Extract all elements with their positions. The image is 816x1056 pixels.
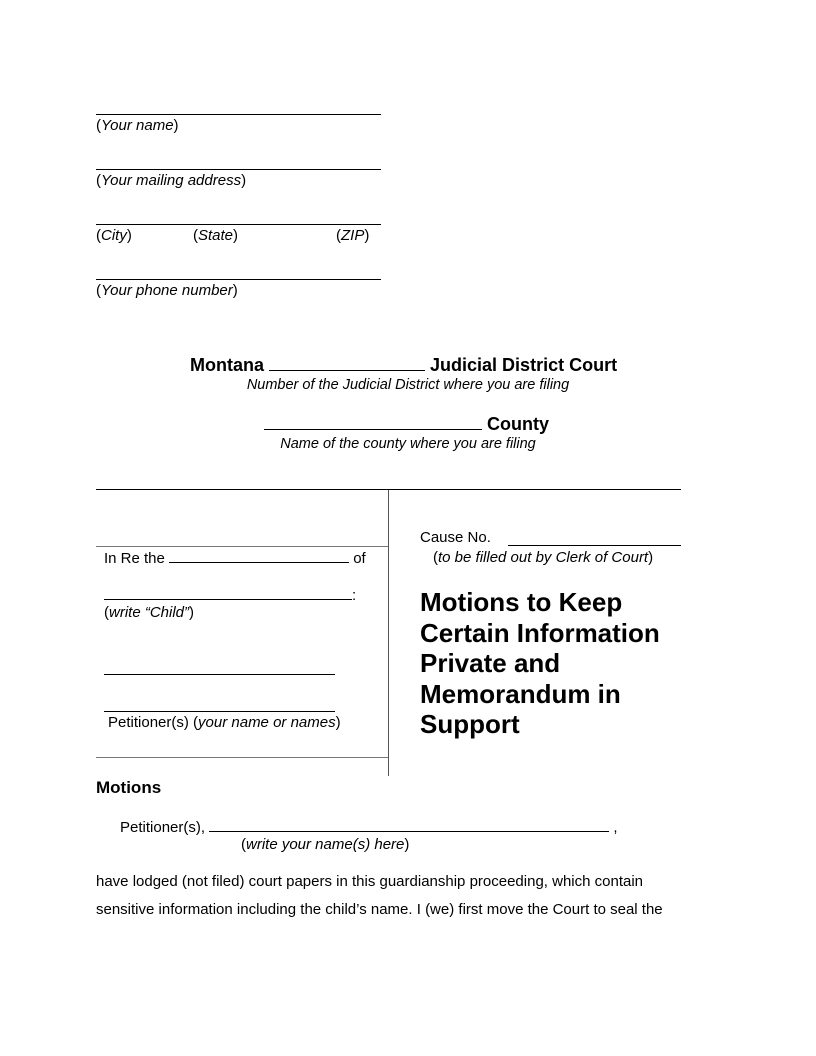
petitioner-line-2[interactable] [104,711,335,712]
county-word: County [487,414,550,434]
in-re-blank[interactable] [169,549,349,563]
petitioners-label: Petitioner(s) (your name or names) [108,714,341,731]
petitioners-names-label: Petitioner(s), [120,819,206,836]
title-line: Certain Information [420,617,660,648]
phone-line[interactable] [96,279,381,280]
mailing-address-line[interactable] [96,169,381,170]
cause-no-blank [508,545,681,546]
in-re-label: In Re the [104,550,165,567]
cause-no-label: Cause No. [420,529,491,546]
county-heading [264,414,549,435]
caption-divider [388,490,389,776]
county-blank[interactable] [264,416,482,430]
document-title [420,587,720,740]
paragraph-line-1: have lodged (not filed) court papers in this guardianship proceeding, which contain [96,873,644,890]
write-child-label: (write “Child”) [104,604,195,621]
petitioners-names-blank[interactable] [209,818,609,832]
petitioner-line-1[interactable] [104,674,335,675]
child-blank[interactable] [104,586,352,600]
court-state: Montana [190,355,264,375]
comma-label: , [613,819,618,836]
city-label: (City) [96,227,132,244]
title-line: Motions to Keep [420,587,623,617]
paragraph-line-2: sensitive information including the child’s name. I (we) first move the Court to seal the [96,901,663,918]
petitioners-names-row [120,818,618,836]
clerk-hint: (to be filled out by Clerk of Court) [433,549,654,566]
district-hint: Number of the Judicial District where you are filing [246,377,570,393]
title-line: Memorandum in [420,678,621,709]
county-hint: Name of the county where you are filing [280,436,536,452]
names-hint: (write your name(s) here) [241,836,410,853]
court-heading [190,355,617,376]
motions-heading: Motions [96,778,162,797]
phone-label: (Your phone number) [96,282,238,299]
city-state-zip-line[interactable] [96,224,381,225]
court-name: Judicial District Court [430,355,618,375]
your-name-label: (Your name) [96,117,179,134]
title-line: Private and [420,648,561,678]
district-number-blank[interactable] [269,357,425,371]
zip-label: (ZIP) [336,227,370,244]
name-line[interactable] [96,114,381,115]
colon-label: : [352,587,357,604]
in-re-row [104,549,366,567]
cause-no-row [420,529,491,546]
child-row [104,586,356,604]
title-line: Support [420,709,520,739]
of-label: of [353,550,366,567]
state-label: (State) [193,227,239,244]
in-re-top-line [96,546,388,547]
mailing-address-label: (Your mailing address) [96,172,247,189]
caption-bottom-line [96,757,388,758]
